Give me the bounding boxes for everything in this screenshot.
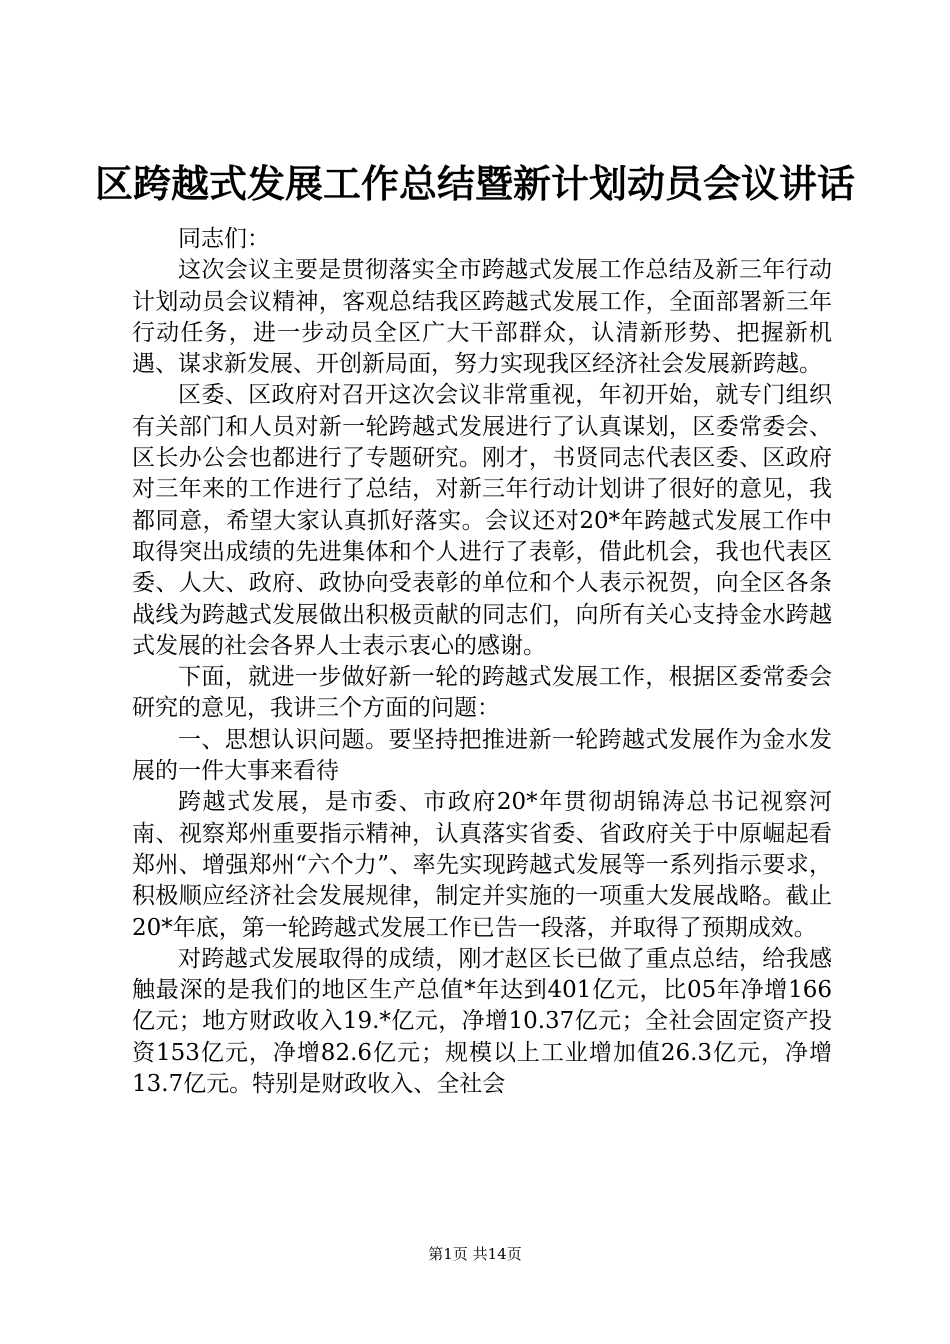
document-title: 区跨越式发展工作总结暨新计划动员会议讲话 bbox=[94, 161, 855, 206]
document-body bbox=[132, 224, 832, 1100]
body-paragraph: 下面，就进一步做好新一轮的跨越式发展工作，根据区委常委会研究的意见，我讲三个方面的问题： bbox=[132, 664, 832, 722]
body-paragraph: 这次会议主要是贯彻落实全市跨越式发展工作总结及新三年行动计划动员会议精神，客观总结我区跨越式发展工作，全面部署新三年行动任务，进一步动员全区广大干部群众，认清新形势、把握新机遇、谋求新发展、开创新局面，努力实现我区经济社会发展新跨越。 bbox=[132, 257, 832, 378]
body-paragraph: 跨越式发展，是市委、市政府20*年贯彻胡锦涛总书记视察河南、视察郑州重要指示精神，认真落实省委、省政府关于中原崛起看郑州、增强郑州“六个力”、率先实现跨越式发展等一系列指示要求，积极顺应经济社会发展规律，制定并实施的一项重大发展战略。截止20*年底，第一轮跨越式发展工作已告一段落，并取得了预期成效。 bbox=[132, 789, 832, 941]
page-number-footer: 第1页 共14页 bbox=[428, 1245, 522, 1263]
body-paragraph: 对跨越式发展取得的成绩，刚才赵区长已做了重点总结，给我感触最深的是我们的地区生产总值*年达到401亿元，比05年净增166亿元；地方财政收入19.*亿元，净增10.37亿元；全社会固定资产投资153亿元，净增82.6亿元；规模以上工业增加值26.3亿元，净增13.7亿元。特别是财政收入、全社会 bbox=[132, 945, 832, 1098]
salutation-paragraph: 同志们： bbox=[178, 226, 270, 252]
section-heading-paragraph: 一、思想认识问题。要坚持把推进新一轮跨越式发展作为金水发展的一件大事来看待 bbox=[132, 726, 832, 785]
body-paragraph: 区委、区政府对召开这次会议非常重视，年初开始，就专门组织有关部门和人员对新一轮跨越式发展进行了认真谋划，区委常委会、区长办公会也都进行了专题研究。刚才，书贤同志代表区委、区政府对三年来的工作进行了总结，对新三年行动计划讲了很好的意见，我都同意，希望大家认真抓好落实。会议还对20*年跨越式发展工作中取得突出成绩的先进集体和个人进行了表彰，借此机会，我也代表区委、人大、政府、政协向受表彰的单位和个人表示祝贺，向全区各条战线为跨越式发展做出积极贡献的同志们，向所有关心支持金水跨越式发展的社会各界人士表示衷心的感谢。 bbox=[132, 382, 832, 659]
